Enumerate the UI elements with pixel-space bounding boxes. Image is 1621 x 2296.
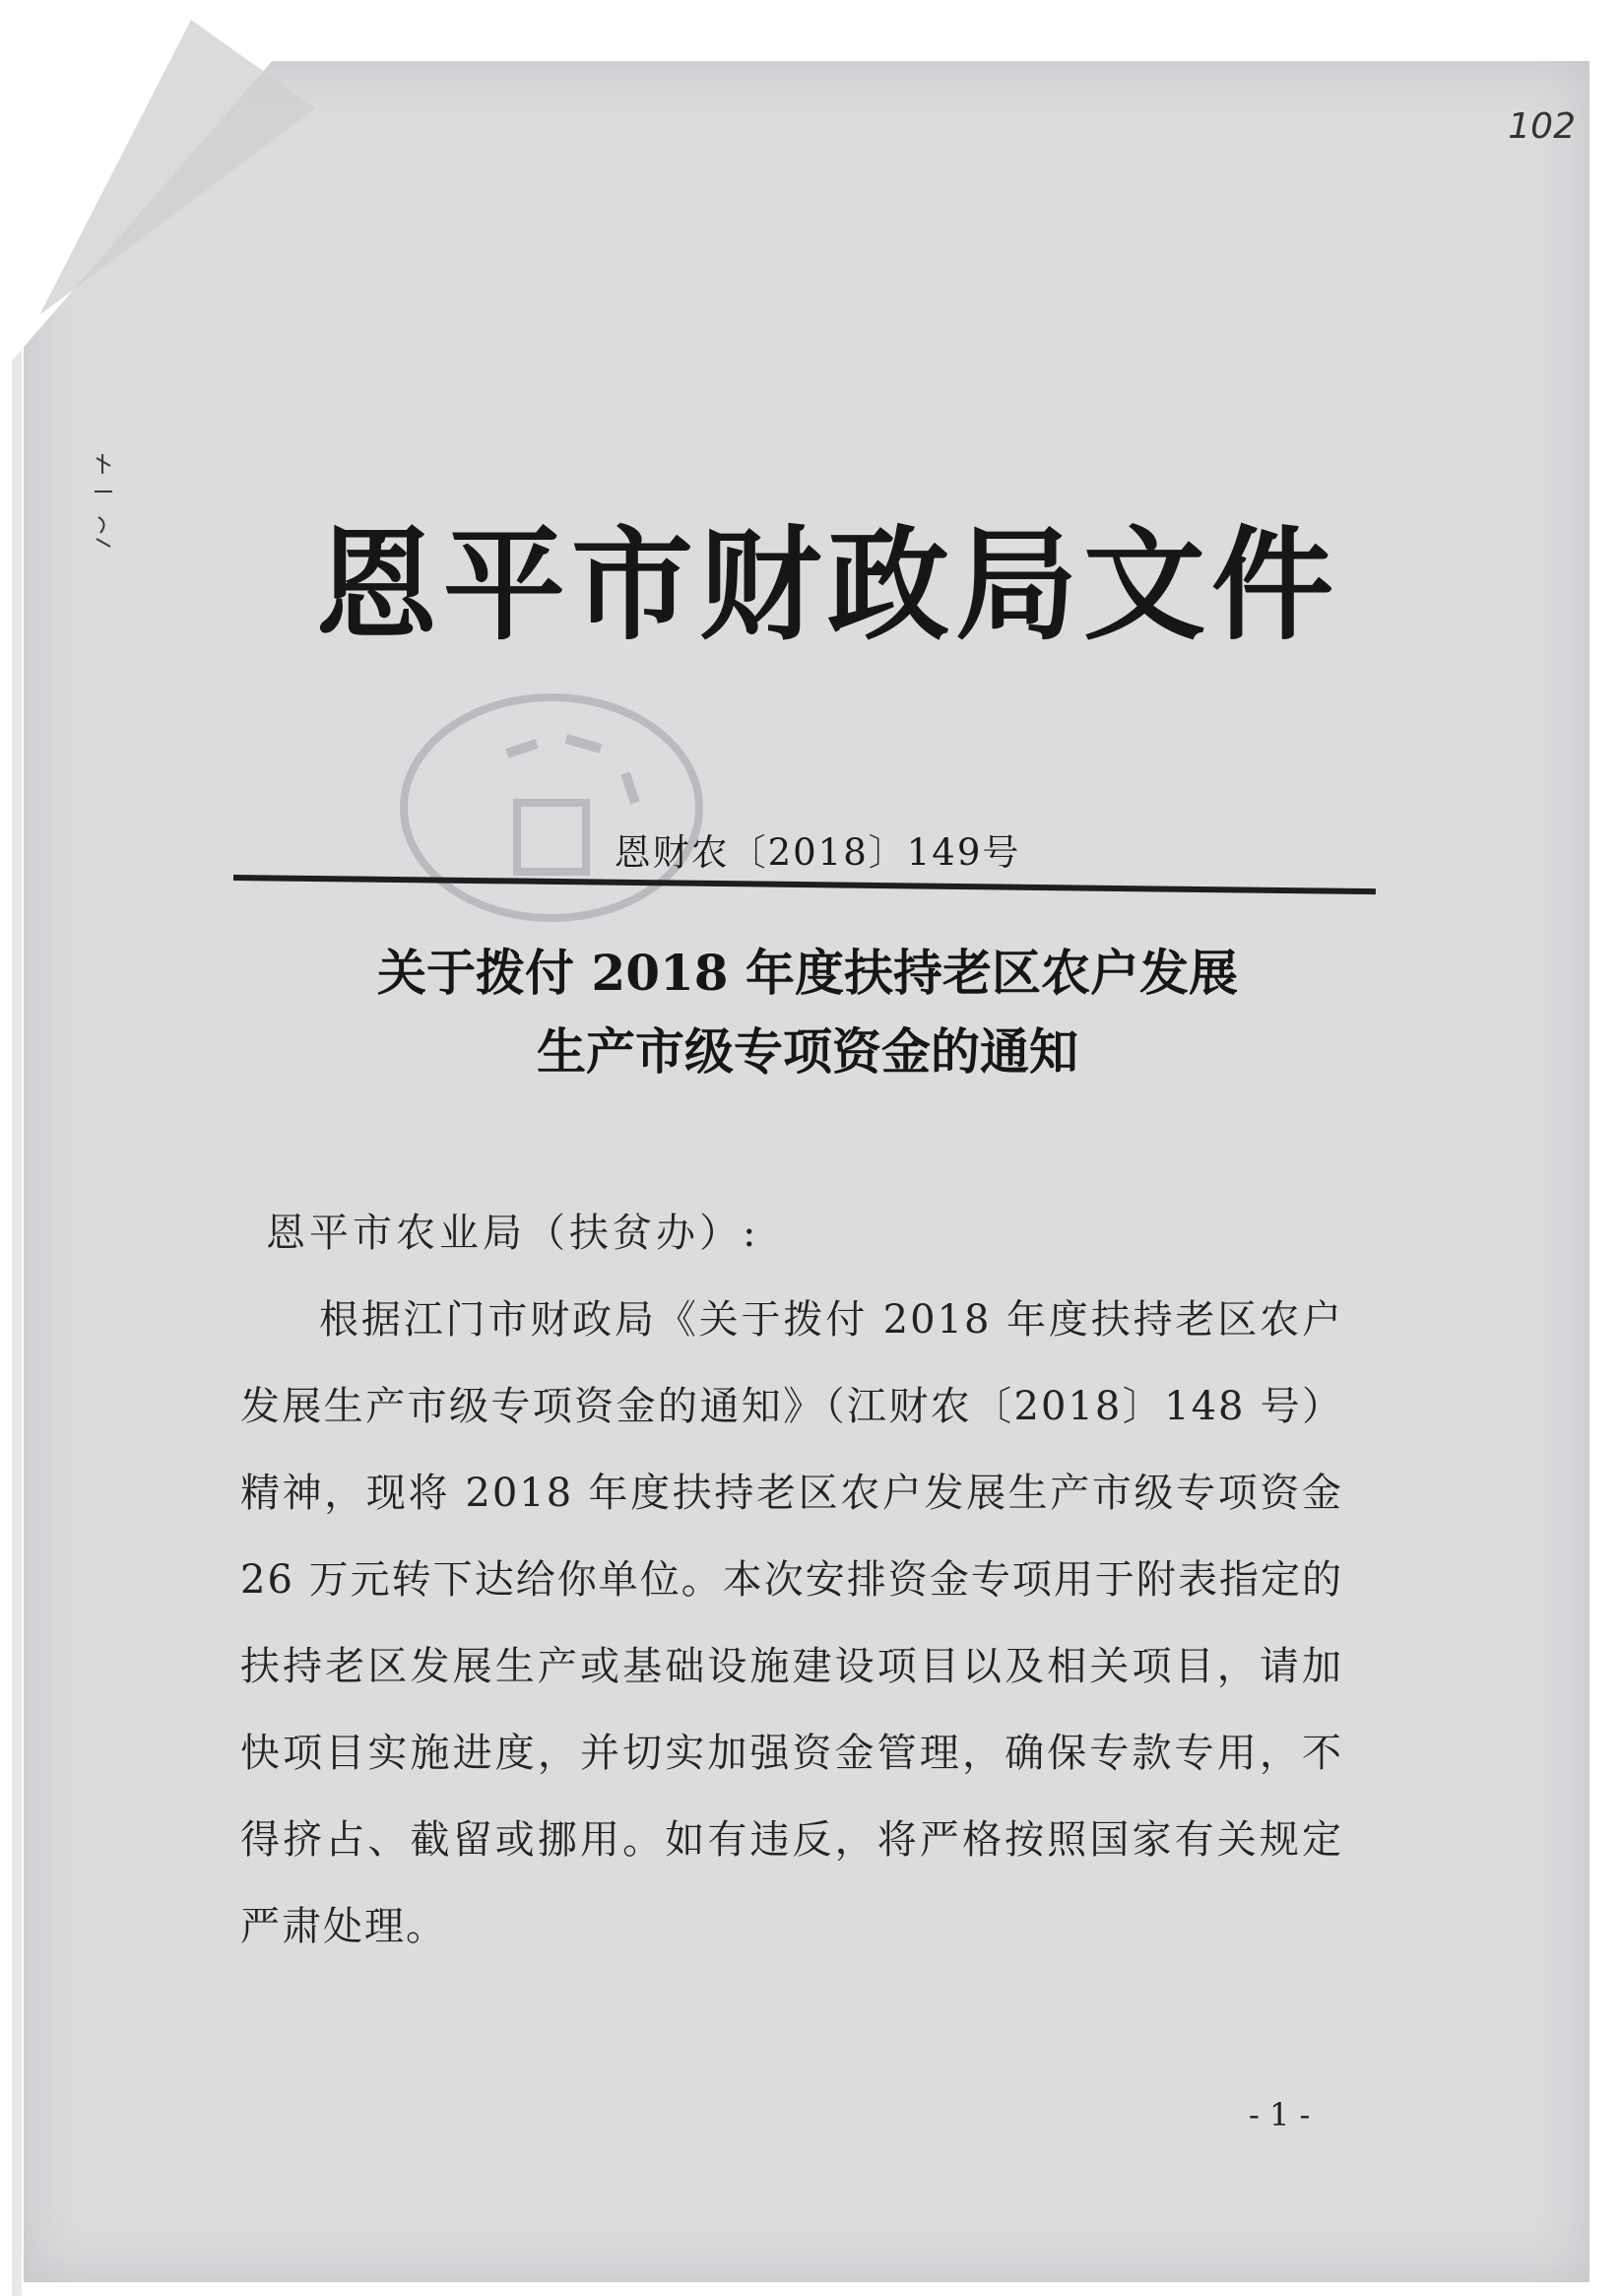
margin-scribble-icon	[89, 448, 118, 567]
notice-subject	[227, 934, 1389, 1091]
document-number: 恩财农〔2018〕149号	[614, 831, 1021, 874]
subject-line-1: 关于拨付 2018 年度扶持老区农户发展	[377, 944, 1238, 1002]
page-number: - 1 -	[1249, 2096, 1311, 2133]
body-paragraph: 根据江门市财政局《关于拨付 2018 年度扶持老区农户发展生产市级专项资金的通知》（江财农〔2018〕148 号）精神，现将 2018 年度扶持老区农户发展生产市级专项资金 26 万元转下达给你单位。本次安排资金专项用于附表指定的扶持老区发展生产或基础设施建设项目以及相关项目，请加快项目实施进度，并切实加强资金管理，确保专款专用，不得挤占、截留或挪用。如有违反，将严格按照国家有关规定严肃处理。	[240, 1297, 1343, 1949]
document-header-title: 恩平市财政局文件	[314, 514, 1339, 657]
salutation: 恩平市农业局（扶贫办）:	[266, 1211, 760, 1256]
notice-body	[240, 1190, 1343, 1970]
handwritten-page-mark: 102	[1508, 106, 1576, 147]
faded-seal-stamp-icon	[389, 685, 714, 931]
subject-line-2: 生产市级专项资金的通知	[537, 1022, 1078, 1081]
